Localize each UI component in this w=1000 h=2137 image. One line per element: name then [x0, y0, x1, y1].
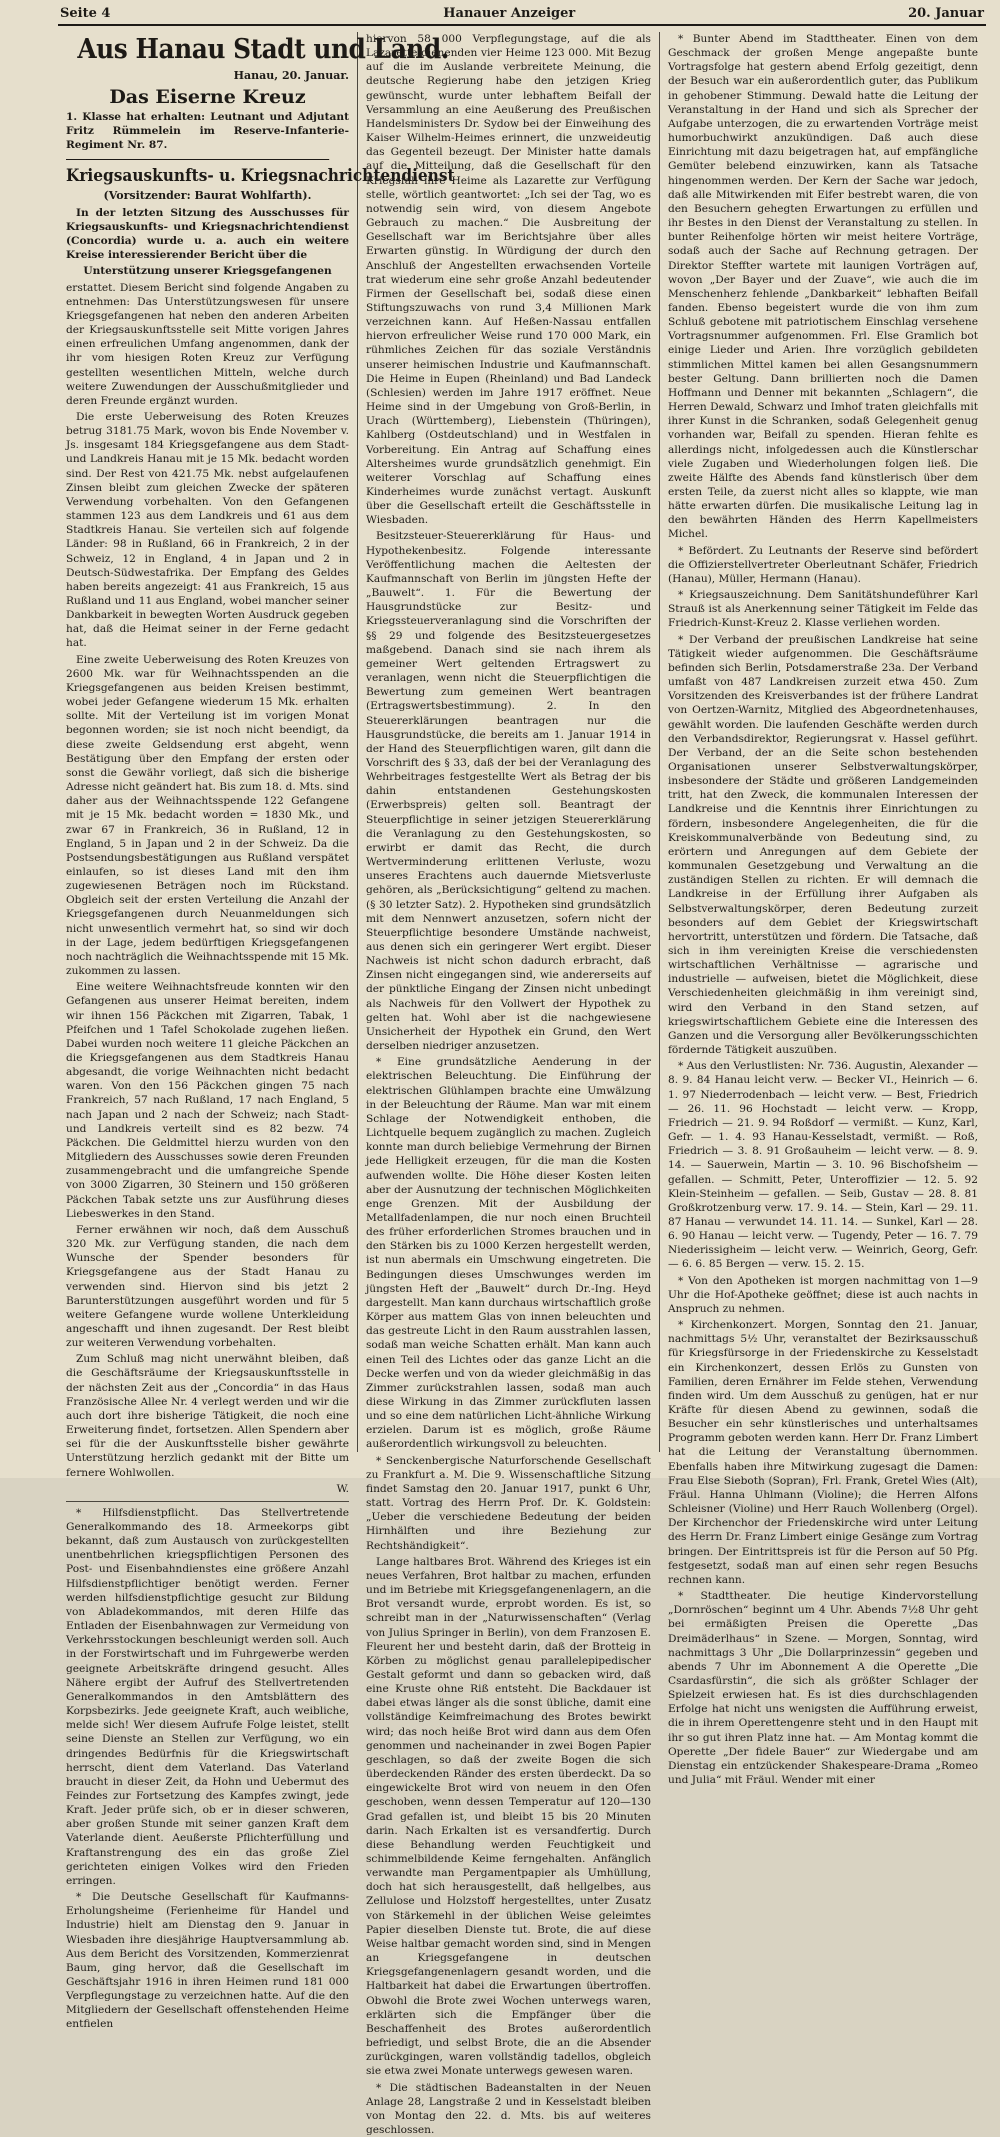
- section-title: Aus Hanau Stadt und Land.: [77, 34, 337, 66]
- article-paragraph: Zum Schluß mag nicht unerwähnt bleiben, daß die Geschäftsräume der Kriegsauskunftsstelle in der nächsten Zeit aus der „Concordia“ in das Haus Französische Allee Nr. 4 verlegt werden und wir die auch dort ihre bisherige Tätigkeit, die noch eine Erweiterung findet, fortsetzen. Allen Spendern aber sei für die der Auskunftsstelle bisher gewährte Unterstützung herzlich gedankt mit der Bitte um fernere Wohlwollen.: [66, 1352, 349, 1479]
- article-paragraph: Eine zweite Ueberweisung des Roten Kreuzes von 2600 Mk. war für Weihnachtsspenden an die Kriegsgefangenen aus beiden Kreisen bestimmt, wobei jeder Gefangene wiederum 15 Mk. erhalten sollte. Mit der Verteilung ist im vorigen Monat begonnen worden; sie ist noch nicht beendigt, da diese zweite Geldsendung erst abgeht, wenn Bestätigung über den Empfang der ersten oder sonst die Gewähr vorliegt, daß sich die bisherige Adresse nicht geändert hat. Bis zum 18. d. Mts. sind daher aus der Weihnachtsspende 122 Gefangene mit je 15 Mk. bedacht worden = 1830 Mk., und zwar 67 in Frankreich, 36 in Rußland, 12 in England, 5 in Japan und 2 in der Schweiz. Da die Postsendungsbestätigungen aus Rußland verspätet einlaufen, so ist dieses Land mit den ihm zugewiesenen Beträgen noch im Rückstand. Obgleich seit der ersten Verteilung die Anzahl der Kriegsgefangenen durch Neuanmeldungen sich nicht unwesentlich vermehrt hat, so sind wir doch in der Lage, jedem bedürftigen Kriegsgefangenen noch nachträglich die Weihnachtsspende mit 15 Mk. zukommen zu lassen.: [66, 653, 349, 979]
- article-befoerdert: * Befördert. Zu Leutnants der Reserve sind befördert die Offizierstellvertreter Oberleutnant Schäfer, Friedrich (Hanau), Müller, Hermann (Hanau).: [668, 544, 978, 586]
- article-besitzsteuer: Besitzsteuer-Steuererklärung für Haus- und Hypothekenbesitz. Folgende interessante Veröffentlichung machen die Aeltesten der Kaufmannschaft von Berlin im jüngsten Hefte der „Bauwelt“. 1. Für die Bewertung der Hausgrundstücke zur Besitz- und Kriegssteuerveranlagung sind die Vorschriften der §§ 29 und folgende des Besitzsteuergesetzes maßgebend. Danach sind sie nach ihrem als gemeiner Wert geltenden Ertragswert zu veranlagen, wenn nicht die Steuerpflichtigen die Bewertung zum gemeinen Wert beantragen (Ertragswertsbestimmung). 2. In den Steuererklärungen beantragen nur die Hausgrundstücke, die bereits am 1. Januar 1914 in der Hand des Steuerpflichtigen waren, gilt dann die Vorschrift des § 33, daß der bei der Veranlagung des Wehrbeitrages festgestellte Wert als Betrag der bis dahin entstandenen Gestehungskosten (Erwerbspreis) gelten soll. Beantragt der Steuerpflichtige in seiner jetzigen Steuererklärung die Veranlagung zu den Gestehungskosten, so erwirbt er damit das Recht, die durch Wertverminderung erlittenen Verluste, wozu unseres Erachtens auch dauernde Mietsverluste gehören, als „Berücksichtigung“ geltend zu machen. (§ 30 letzter Satz). 2. Hypotheken sind grundsätzlich mit dem Nennwert anzusetzen, sofern nicht der Steuerpflichtige besondere Umstände nachweist, aus denen sich ein geringerer Wert ergibt. Dieser Nachweis ist nicht schon dadurch erbracht, daß Zinsen nicht eingegangen sind, wie andererseits auf der pünktliche Eingang der Zinsen nicht unbedingt als Nachweis für den Vollwert der Hypothek zu gelten hat. Wohl aber ist die nachgewiesene Unsicherheit der Hypothek ein Grund, den Wert derselben niedriger anzusetzen.: [366, 529, 651, 1053]
- article-paragraph: Ferner erwähnen wir noch, daß dem Ausschuß 320 Mk. zur Verfügung standen, die nach dem Wunsche der Spender besonders für Kriegsgefangene aus der Stadt Hanau zu verwenden sind. Hiervon sind bis jetzt 2 Barunterstützungen ausgeführt worden und für 5 weitere Gefangene wurde wollene Unterkleidung angeschafft und ihnen zugesandt. Der Rest bleibt zur weiteren Verwendung vorbehalten.: [66, 1223, 349, 1350]
- page-number: Seite 4: [60, 6, 110, 21]
- headline-eisernes-kreuz: Das Eiserne Kreuz: [66, 86, 349, 108]
- article-kirchenkonzert: * Kirchenkonzert. Morgen, Sonntag den 21. Januar, nachmittags 5½ Uhr, veranstaltet der Bezirksausschuß für Kriegsfürsorge in der Friedenskirche zu Kesselstadt ein Kirchenkonzert, dessen Erlös zu Gunsten von Familien, deren Ernährer im Felde stehen, Verwendung finden wird. Um dem Ausschuß zu genügen, hat er nur Kräfte für diesen Abend zu gewinnen, sodaß die Besucher ein sehr künstlerisches und unterhaltsames Programm geboten werden kann. Herr Dr. Franz Limbert hat die Leitung der Veranstaltung übernommen. Ebenfalls haben ihre Mitwirkung zugesagt die Damen: Frau Else Sieboth (Sopran), Frl. Frank, Gretel Wies (Alt), Fräul. Hanna Uhlmann (Violine); die Herren Alfons Schleisner (Violine) und Herr Rauch Wollenberg (Orgel). Der Kirchenchor der Friedenskirche wird unter Leitung des Herrn Dr. Franz Limbert einige Gesänge zum Vortrag bringen. Der Eintrittspreis ist für die Person auf 50 Pfg. festgesetzt, sodaß man auf einen sehr regen Besuchs rechnen kann.: [668, 1318, 978, 1587]
- column-3: [660, 32, 986, 1452]
- page-header: [58, 6, 986, 26]
- article-eisernes-kreuz: 1. Klasse hat erhalten: Leutnant und Adjutant Fritz Rümmelein im Reserve-Infanterie-Regiment Nr. 87.: [66, 110, 349, 152]
- article-paragraph: Die erste Ueberweisung des Roten Kreuzes betrug 3181.75 Mark, wovon bis Ende November v. Js. insgesamt 184 Kriegsgefangene aus dem Stadt- und Landkreis Hanau mit je 15 Mk. bedacht worden sind. Der Rest von 421.75 Mk. nebst aufgelaufenen Zinsen bleibt zum gleichen Zwecke der späteren Verwendung vorbehalten. Von den Gefangenen stammen 123 aus dem Landkreis und 61 aus dem Stadtkreis Hanau. Sie verteilen sich auf folgende Länder: 98 in Rußland, 66 in Frankreich, 2 in der Schweiz, 12 in England, 4 in Japan und 2 in Deutsch-Südwestafrika. Der Empfang des Geldes haben bereits angezeigt: 41 aus Frankreich, 15 aus Rußland und 11 aus England, wobei mancher seiner Dankbarkeit in bewegten Worten Ausdruck gegeben hat, daß die Heimat seiner in der Ferne gedacht hat.: [66, 410, 349, 651]
- columns: [58, 32, 986, 1452]
- article-apotheken: * Von den Apotheken ist morgen nachmittag von 1—9 Uhr die Hof-Apotheke geöffnet; diese ist auch nachts in Anspruch zu nehmen.: [668, 1274, 978, 1316]
- article-landkreise: * Der Verband der preußischen Landkreise hat seine Tätigkeit wieder aufgenommen. Die Geschäftsräume befinden sich Berlin, Potsdamerstraße 23a. Der Verband umfaßt von 487 Landkreisen zurzeit etwa 450. Zum Vorsitzenden des Kreisverbandes ist der frühere Landrat von Oertzen-Warnitz, Mitglied des Abgeordnetenhauses, gewählt worden. Die laufenden Geschäfte werden durch den Verbandsdirektor, Regierungsrat v. Hassel geführt. Der Verband, der an die Seite schon bestehenden Organisationen unserer Selbstverwaltungskörper, insbesondere der Städte und größeren Landgemeinden tritt, hat den Zweck, die kommunalen Interessen der Landkreise und die Kenntnis ihrer Einrichtungen zu fördern, insbesondere Angelegenheiten, die für die Kreiskommunalverbände von Bedeutung sind, zu erörtern und Anregungen auf dem Gebiete der kommunalen Gesetzgebung und Verwaltung an die zuständigen Stellen zu richten. Er will demnach die Landkreise in der Erfüllung ihrer Aufgaben als Selbstverwaltungskörper, deren Bedeutung zurzeit besonders auf dem Gebiet der Kriegswirtschaft hervortritt, unterstützen und fördern. Die Tatsache, daß sich in ihm vereinigten Kreise die verschiedensten wirtschaftlichen Verhältnisse — agrarische und industrielle — aufweisen, bietet die Möglichkeit, diese Verschiedenheiten gleichmäßig in ihm vereinigt sind, wird den Verband in den Stand setzen, auf kriegswirtschaftlichem Gebiete eine die Interessen des Ganzen und die Versorgung aller Bevölkerungsschichten fördernde Tätigkeit auszuüben.: [668, 633, 978, 1058]
- article-paragraph: In der letzten Sitzung des Ausschusses für Kriegsauskunfts- und Kriegsnachrichtendienst (Concordia) wurde u. a. auch ein weitere Kreise interessierender Bericht über die: [66, 206, 349, 263]
- dateline: Hanau, 20. Januar.: [66, 69, 349, 83]
- article-subhead: Unterstützung unserer Kriegsgefangenen: [66, 264, 349, 278]
- article-paragraph: Eine weitere Weihnachtsfreude konnten wir den Gefangenen aus unserer Heimat bereiten, indem wir ihnen 156 Päckchen mit Zigarren, Tabak, 1 Pfeifchen und 1 Tafel Schokolade zugehen ließen. Dabei wurden noch weitere 11 gleiche Päckchen an die Kriegsgefangenen aus dem Stadtkreis Hanau abgesandt, die vorige Weihnachten nicht bedacht waren. Von den 156 Päckchen gingen 75 nach Frankreich, 57 nach Rußland, 17 nach England, 5 nach Japan und 2 nach der Schweiz; nach Stadt- und Landkreis verteilt sind es 82 bezw. 74 Päckchen. Die Geldmittel hierzu wurden von den Mitgliedern des Ausschusses sowie deren Freunden zusammengebracht und die umfangreiche Spende von 3000 Zigarren, 30 Steinern und 150 größeren Päckchen Tabak setzte uns zur Ausführung dieses Liebeswerkes in den Stand.: [66, 980, 349, 1221]
- issue-date: 20. Januar: [908, 6, 984, 21]
- article-erholungsheime: * Die Deutsche Gesellschaft für Kaufmanns-Erholungsheime (Ferienheime für Handel und Industrie) hielt am Dienstag den 9. Januar in Wiesbaden ihre diesjährige Hauptversammlung ab. Aus dem Bericht des Vorsitzenden, Kommerzienrat Baum, ging hervor, daß die Gesellschaft im Geschäftsjahr 1916 in ihren Heimen rund 181 000 Verpflegungstage zu verzeichnen hatte. Auf die den Mitgliedern der Gesellschaft offenstehenden Heime entfielen: [66, 1890, 349, 2032]
- article-paragraph: hiervon 58 000 Verpflegungstage, auf die als Lazarette dienenden vier Heime 123 000. Mit Bezug auf die im Auslande verbreitete Meinung, die deutsche Regierung habe den jetzigen Krieg gewünscht, wurde unter lebhaftem Beifall der Versammlung an eine Aeußerung des Preußischen Handelsministers Dr. Sydow bei der Einweihung des Kaiser Wilhelm-Heimes erinnert, die unzweideutig das Gegenteil bezeugt. Der Minister hatte damals auf die Mitteilung, daß die Gesellschaft für den Kriegsfall ihre Heime als Lazarette zur Verfügung stelle, wörtlich geantwortet: „Ich sei der Tag, wo es notwendig sein wird, von diesem Angebote Gebrauch zu machen.“ Die Ausbreitung der Gesellschaft war im Berichtsjahre über alles Erwarten günstig. In Würdigung der durch den Anschluß der Angestellten erwachsenden Vorteile trat wiederum eine sehr große Anzahl bedeutender Firmen der Gesellschaft bei, sodaß diese einen Stiftungszuwachs von rund 3,4 Millionen Mark verzeichnen kann. Auf Heßen-Nassau entfallen hiervon erfreulicher Weise rund 170 000 Mark, ein rühmliches Zeichen für das soziale Verständnis unserer heimischen Industrie und Kaufmannschaft. Die Heime in Eupen (Rheinland) und Bad Landeck (Schlesien) werden im Jahre 1917 eröffnet. Neue Heime sind in der Umgebung von Groß-Berlin, in Urach (Württemberg), Liebenstein (Thüringen), Kahlberg (Ostdeutschland) und in Westfalen in Vorbereitung. Ein Antrag auf Schaffung eines Altersheimes wurde grundsätzlich genehmigt. Ein weiterer Vorschlag auf Schaffung eines Kinderheimes wurde zunächst vertagt. Auskunft über die Gesellschaft erteilt die Geschäftsstelle in Wiesbaden.: [366, 32, 651, 527]
- article-senckenberg: * Senckenbergische Naturforschende Gesellschaft zu Frankfurt a. M. Die 9. Wissenschaftliche Sitzung findet Samstag den 20. Januar 1917, punkt 6 Uhr, statt. Vortrag des Herrn Prof. Dr. K. Goldstein: „Ueber die verschiedene Bedeutung der beiden Hirnhälften und ihre Beziehung zur Rechtshändigkeit“.: [366, 1454, 651, 1553]
- article-kriegsauszeichnung: * Kriegsauszeichnung. Dem Sanitätshundeführer Karl Strauß ist als Anerkennung seiner Tätigkeit im Felde das Friedrich-Kunst-Kreuz 2. Klasse verliehen worden.: [668, 588, 978, 630]
- column-divider-rule: [66, 1501, 349, 1502]
- subheadline-vorsitzender: (Vorsitzender: Baurat Wohlfarth).: [66, 189, 349, 203]
- article-badeanstalten: * Die städtischen Badeanstalten in der Neuen Anlage 28, Langstraße 2 und in Kesselstadt bleiben von Montag den 22. d. Mts. bis auf weiteres geschlossen.: [366, 2081, 651, 2137]
- article-bunter-abend: * Bunter Abend im Stadttheater. Einen von dem Geschmack der großen Menge angepaßte bunte Vortragsfolge hat gestern abend Erfolg gezeitigt, denn der Besuch war ein außerordentlich guter, das Publikum in gehobener Stimmung. Dewald hatte die Leitung der Veranstaltung in der Hand und sich als Sprecher der Aufgabe unterzogen, die zu erwartenden Vorträge meist humorbuchwirkt anzukündigen. Daß auch diese Einrichtung mit dazu beigetragen hat, auf empfängliche Gemüter belebend einzuwirken, kann als Tatsache hingenommen werden. Der Kern der Sache war jedoch, daß alle Mitwirkenden mit Eifer bestrebt waren, die von den Besuchern gehegten Erwartungen zu erfüllen und ihr Bestes in den Dienst der Veranstaltung zu stellen. In bunter Reihenfolge hörten wir meist heitere Vorträge, sodaß auch der Sache auf Rechnung getragen. Der Direktor Steffter wartete mit launigen Vorträgen auf, wovon „Der Bayer und der Zuave“, wie auch die im Menschenherz fehlende „Dankbarkeit“ lebhaften Beifall fanden. Ebenso begeistert wurde die von ihm zum Schluß gebotene mit patriotischem Einschlag versehene Vortragsnummer aufgenommen. Frl. Else Gramlich bot einige Lieder und Arien. Ihre vorzüglich gebildeten stimmlichen Mittel kamen bei allen Gesangsnummern bester Geltung. Dann brillierten noch die Damen Hoffmann und Denner mit bekannten „Schlagern“, die Herren Dewald, Schwarz und Imhof traten gleichfalls mit ihrer Kunst in die Schranken, sodaß Gelegenheit genug vorhanden war, Beifall zu spenden. Hieran fehlte es allerdings nicht, infolgedessen auch die Künstlerschar viele Zugaben und Wiederholungen folgen ließ. Die zweite Hälfte des Abends fand künstlerisch über dem ersten Teile, da zuerst nicht alles so klappte, wie man hätte erwarten dürfen. Die musikalische Leitung lag in den bewährten Händen des Herrn Kapellmeisters Michel.: [668, 32, 978, 542]
- column-2: [358, 32, 660, 1452]
- article-paragraph: erstattet. Diesem Bericht sind folgende Angaben zu entnehmen: Das Unterstützungswesen für unsere Kriegsgefangenen hat neben den anderen Arbeiten der Kriegsauskunftsstelle seit Mitte vorigen Jahres einen erfreulichen Umfang angenommen, dank der ihr vom hiesigen Roten Kreuz zur Verfügung gestellten wesentlichen Mitteln, welche durch weitere Zuwendungen der Ausschußmitglieder und deren Freunde ergänzt wurden.: [66, 281, 349, 408]
- article-beleuchtung: * Eine grundsätzliche Aenderung in der elektrischen Beleuchtung. Die Einführung der elektrischen Glühlampen brachte eine Umwälzung in der Beleuchtung der Räume. Man war mit einem Schlage der Notwendigkeit enthoben, die Lichtquelle bequem zugänglich zu machen. Zugleich konnte man durch beliebige Vermehrung der Birnen jede Helligkeit erzeugen, für die man die Kosten aufwenden wollte. Die Höhe dieser Kosten leiten aber der Ausnutzung der technischen Möglichkeiten enge Grenzen. Mit der Ausbildung der Metallfadenlampen, die nur noch einen Bruchteil des früher erforderlichen Stromes brauchen und in den Stärken bis zu 1000 Kerzen hergestellt werden, ist nun abermals ein Umschwung eingetreten. Die Bedingungen dieses Umschwunges werden im jüngsten Heft der „Bauwelt“ durch Dr.-Ing. Heyd dargestellt. Man kann durchaus wirtschaftlich große Körper aus mattem Glas von innen beleuchten und das gestreute Licht in den Raum ausstrahlen lassen, sodaß man weiche Schatten erhält. Man kann auch einen Teil des Lichtes oder das ganze Licht an die Decke werfen und von da wieder gleichmäßig in das Zimmer zurückstrahlen lassen, sodaß man auch diese Wirkung in das Zimmer zurückfluten lassen und so eine dem natürlichen Licht-ähnliche Wirkung erzielen. Darum ist es möglich, große Räume außerordentlich wirkungsvoll zu beleuchten.: [366, 1055, 651, 1451]
- article-haltbares-brot: Lange haltbares Brot. Während des Krieges ist ein neues Verfahren, Brot haltbar zu machen, erfunden und im Betriebe mit Kriegsgefangenenlagern, an die Brot versandt wurde, erprobt worden. Es ist, so schreibt man in der „Naturwissenschaften“ (Verlag von Julius Springer in Berlin), von dem Franzosen E. Fleurent her und besteht darin, daß der Brotteig in Körben zu möglichst genau parallelepipedischer Gestalt geformt und dann so gebacken wird, daß eine Kruste ohne Riß entsteht. Die Backdauer ist dabei etwas länger als die sonst übliche, damit eine vollständige Keimfreimachung des Brotes bewirkt wird; das noch heiße Brot wird dann aus dem Ofen genommen und nacheinander in zwei Bogen Papier geschlagen, so daß der zweite Bogen die sich überdeckenden Ränder des ersten überdeckt. Da so eingewickelte Brot wird von neuem in den Ofen geschoben, wenn dessen Temperatur auf 120—130 Grad gefallen ist, und bleibt 15 bis 20 Minuten darin. Nach Erkalten ist es versandfertig. Durch diese Behandlung werden Feuchtigkeit und schimmelbildende Keime ferngehalten. Anfänglich verwandte man Pergamentpapier als Umhüllung, doch hat sich herausgestellt, daß hellgelbes, aus Zellulose und Holzstoff hergestelltes, unter Zusatz von Stärkemehl in der üblichen Weise geleimtes Papier dieselben Dienste tut. Brote, die auf diese Weise haltbar gemacht worden sind, sind in Mengen an Kriegsgefangene in deutschen Kriegsgefangenenlagern gesandt worden, und die Haltbarkeit hat dabei die Erwartungen übertroffen. Obwohl die Brote zwei Wochen unterwegs waren, erklärten sich die Empfänger über die Beschaffenheit des Brotes außerordentlich befriedigt, und selbst Brote, die an die Absender zurückgingen, waren vollständig tadellos, obgleich sie etwa zwei Monate unterwegs gewesen waren.: [366, 1555, 651, 2079]
- masthead-name: Hanauer Anzeiger: [443, 6, 575, 21]
- headline-kriegsauskunft: Kriegsauskunfts- u. Kriegsnachrichtendienst: [66, 159, 329, 187]
- article-signature: W.: [66, 1482, 349, 1496]
- column-1: [58, 32, 358, 1452]
- article-verlustlisten: * Aus den Verlustlisten: Nr. 736. Augustin, Alexander — 8. 9. 84 Hanau leicht verw. — Becker VI., Heinrich — 6. 1. 97 Niederrodenbach — leicht verw. — Best, Friedrich — 26. 11. 96 Hochstadt — leicht verw. — Kropp, Friedrich — 21. 9. 94 Roßdorf — vermißt. — Kunz, Karl, Gefr. — 1. 4. 93 Hanau-Kesselstadt, vermißt. — Roß, Friedrich — 3. 8. 91 Großauheim — leicht verw. — 8. 9. 14. — Sauerwein, Martin — 3. 10. 96 Bischofsheim — gefallen. — Schmitt, Peter, Unteroffizier — 12. 5. 92 Klein-Steinheim — gefallen. — Seib, Gustav — 28. 8. 81 Großkrotzenburg verw. 17. 9. 14. — Stein, Karl — 29. 11. 87 Hanau — verwundet 14. 11. 14. — Sunkel, Karl — 28. 6. 90 Hanau — leicht verw. — Tugendy, Peter — 16. 7. 79 Niederissigheim — leicht verw. — Weinrich, Georg, Gefr. — 6. 6. 85 Bergen — verw. 15. 2. 15.: [668, 1059, 978, 1271]
- article-stadttheater: * Stadttheater. Die heutige Kindervorstellung „Dornröschen“ beginnt um 4 Uhr. Abends 7½8 Uhr geht bei ermäßigten Preisen die Operette „Das Dreimäderlhaus“ in Szene. — Morgen, Sonntag, wird nachmittags 3 Uhr „Die Dollarprinzessin“ gegeben und abends 7 Uhr im Abonnement A die Operette „Die Csardasfürstin“, die sich als größter Schlager der Spielzeit erwiesen hat. Es ist dies durchschlagenden Erfolge hat nicht uns wenigsten die Aufführung erweist, die in ihrem Operettengenre steht und in den Haupt mit ihr so gut ihren Platz inne hat. — Am Montag kommt die Operette „Der fidele Bauer“ zur Wiedergabe und am Dienstag ein entzückender Shakespeare-Drama „Romeo und Julia“ mit Fräul. Wender mit einer: [668, 1589, 978, 1787]
- article-hilfsdienstpflicht: * Hilfsdienstpflicht. Das Stellvertretende Generalkommando des 18. Armeekorps gibt bekannt, daß zum Austausch von zurückgestellten unentbehrlichen kriegspflichtigen Personen des Post- und Eisenbahndienstes eine größere Anzahl Hilfsdienstpflichtiger benötigt werden. Ferner werden hilfsdienstpflichtige gesucht zur Bildung von Abladekommandos, mit deren Hilfe das Entladen der Eisenbahnwagen zur Vermeidung von Verkehrsstockungen beschleunigt werden soll. Auch in der Forstwirtschaft und im Fuhrgewerbe werden geeignete Arbeitskräfte dringend gesucht. Alles Nähere ergibt der Aufruf des Stellvertretenden Generalkommandos in den Amtsblättern des Korpsbezirks. Jede geeignete Kraft, auch weibliche, melde sich! Wer diesem Aufrufe Folge leistet, stellt seine Dienste an Stellen zur Verfügung, wo ein dringendes Bedürfnis für die Kriegswirtschaft herrscht, dient dem Vaterland. Das Vaterland braucht in dieser Zeit, da Hohn und Uebermut des Feindes zur Fortsetzung des Kampfes zwingt, jede Kraft. Jeder prüfe sich, ob er in dieser schweren, aber großen Stunde mit seiner ganzen Kraft dem Vaterlande dient. Aeußerste Pflichterfüllung und Kraftanstrengung des ein das große Ziel gerichteten einigen Volkes wird den Frieden erringen.: [66, 1506, 349, 1888]
